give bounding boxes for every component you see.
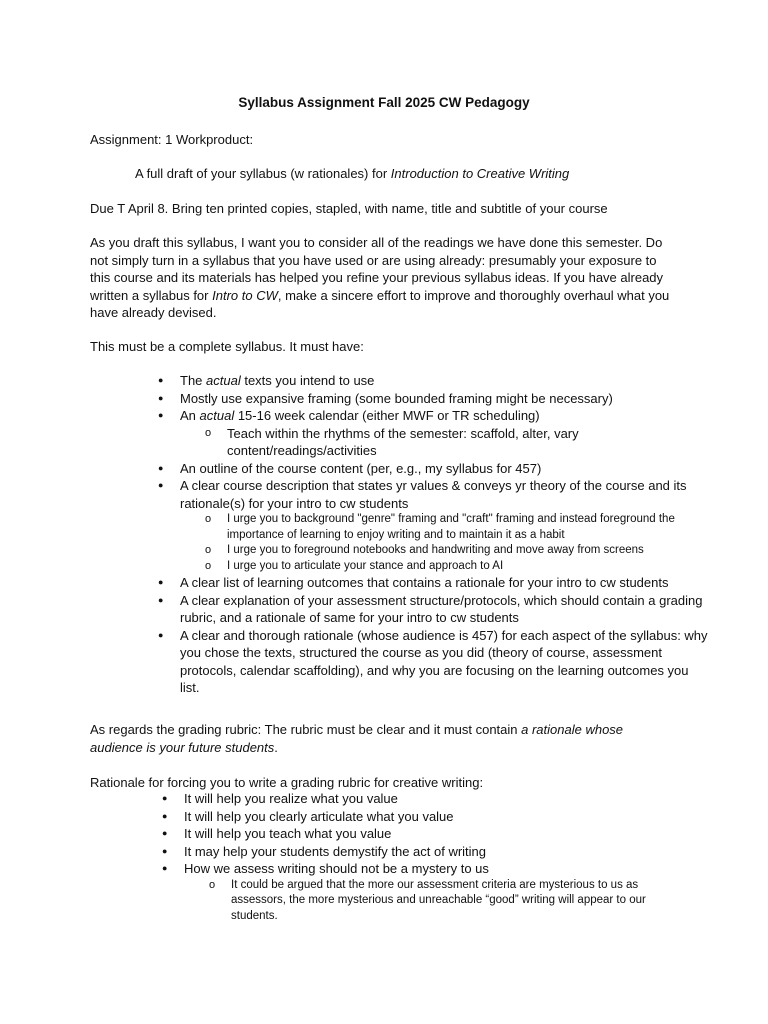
rationale-item: ● It will help you realize what you value	[162, 790, 702, 808]
rationale-item: ● It will help you teach what you value	[162, 825, 702, 843]
draft-prefix: A full draft of your syllabus (w rationales) for	[135, 166, 391, 181]
intro-course: Intro to CW	[212, 287, 278, 303]
description-sublist	[205, 512, 723, 574]
requirement-subitem: o Teach within the rhythms of the semester: scaffold, alter, vary content/readings/activities	[205, 425, 723, 460]
assignment-line: Assignment: 1 Workproduct:	[90, 132, 254, 147]
requirement-item: ● A clear and thorough rationale (whose audience is 457) for each aspect of the syllabus: why you chose the texts, structured the course as you did (theory of course, assessment protocols, calendar scaffolding), and why you are focusing on the learning outcomes you list.	[158, 627, 723, 697]
requirement-item: ● A clear list of learning outcomes that contains a rationale for your intro to cw students	[158, 574, 723, 592]
requirement-subitem: o I urge you to foreground notebooks and handwriting and move away from screens	[205, 543, 723, 559]
intro-paragraph	[90, 234, 680, 322]
requirements-list	[158, 372, 723, 697]
rationale-subitem: o It could be argued that the more our assessment criteria are mysterious to us as assessors, the more mysterious and unreachable “good” writing will appear to our students.	[209, 878, 702, 925]
rationale-heading: Rationale for forcing you to write a grading rubric for creative writing:	[90, 775, 484, 790]
requirement-item: ● The actual texts you intend to use	[158, 372, 723, 390]
requirement-item: ● An outline of the course content (per, e.g., my syllabus for 457)	[158, 460, 723, 478]
complete-line: This must be a complete syllabus. It must have:	[90, 339, 364, 354]
requirement-subitem: o I urge you to articulate your stance and approach to AI	[205, 559, 723, 575]
calendar-sublist	[205, 425, 723, 460]
rationale-item: ● It may help your students demystify the act of writing	[162, 843, 702, 861]
requirement-item: ● A clear course description that states yr values & conveys yr theory of the course and its rationale(s) for your intro to cw students o I urge you to background "genre" framing and "craft" framing and instead foreground the importance of learning to enjoy writing and to maintain it as a habit o I urge you to foreground notebooks and handwriting and move away from screens o I urge you to articulate your stance and approach to AI	[158, 477, 723, 574]
requirement-item: ● A clear explanation of your assessment structure/protocols, which should contain a grading rubric, and a rationale of same for your intro to cw students	[158, 592, 723, 627]
requirement-item: ● An actual 15-16 week calendar (either MWF or TR scheduling) o Teach within the rhythms of the semester: scaffold, alter, vary content/readings/activities	[158, 407, 723, 460]
rationale-sublist	[209, 878, 702, 925]
draft-line	[135, 165, 695, 183]
rationale-item: ● It will help you clearly articulate what you value	[162, 808, 702, 826]
intro-part2: , make a sincere effort to improve and thoroughly overhaul what you have already devised.	[90, 287, 670, 320]
draft-course-title: Introduction to Creative Writing	[390, 166, 570, 181]
due-line: Due T April 8. Bring ten printed copies, stapled, with name, title and subtitle of your course	[90, 201, 608, 216]
document-title: Syllabus Assignment Fall 2025 CW Pedagogy	[238, 95, 530, 110]
rationale-item: ● How we assess writing should not be a mystery to us o It could be argued that the more our assessment criteria are mysterious to us as assessors, the more mysterious and unreachable “good” writing will appear to our students.	[162, 860, 702, 924]
requirement-subitem: o I urge you to background "genre" framing and "craft" framing and instead foreground the importance of learning to enjoy writing and to maintain it as a habit	[205, 512, 723, 543]
requirement-item: ● Mostly use expansive framing (some bounded framing might be necessary)	[158, 390, 723, 408]
rationale-list	[162, 790, 702, 924]
intro-part1: As you draft this syllabus, I want you to consider all of the readings we have done this semester. Do not simply turn in a syllabus that you have used or are using already: presumably your exposure to this course and its materials has helped you refine your previous syllabus ideas. If you have already written a syllabus for	[90, 235, 664, 303]
rubric-paragraph: As regards the grading rubric: The rubric must be clear and it must contain a rationale whose audience is your future students.	[90, 722, 624, 755]
